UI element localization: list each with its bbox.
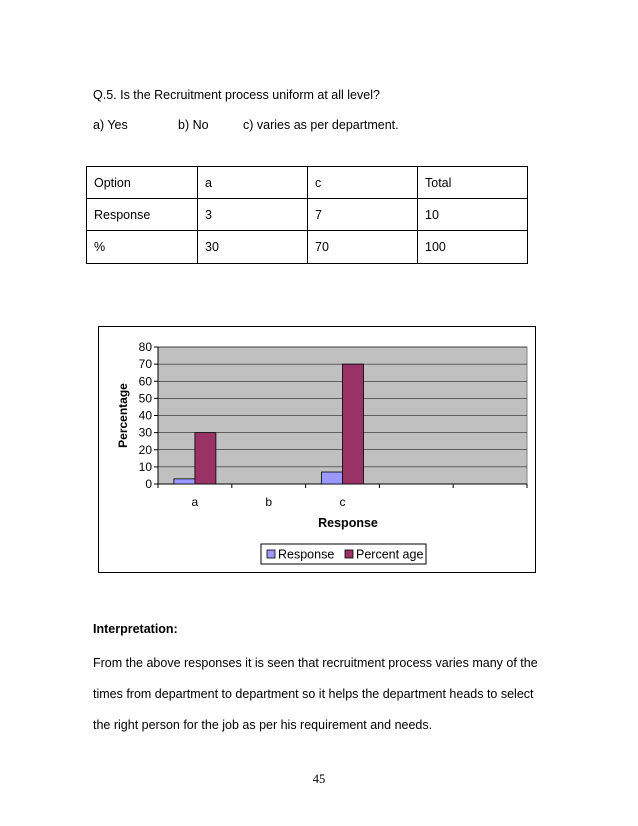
table-row	[87, 167, 528, 199]
bar-percentage	[195, 433, 216, 484]
table-cell: 100	[418, 231, 528, 264]
y-tick-label: 20	[138, 442, 152, 457]
legend-label: Response	[278, 547, 335, 562]
y-tick-label: 80	[138, 340, 152, 354]
table-cell: 3	[198, 199, 308, 231]
page-number: 45	[312, 772, 326, 786]
y-axis-title: Percentage	[116, 383, 130, 448]
option-b: b) No	[178, 118, 209, 132]
interpretation-title: Interpretation:	[93, 622, 178, 636]
bar-response	[322, 472, 343, 484]
table-cell: c	[308, 167, 418, 199]
table-cell: a	[198, 167, 308, 199]
table-cell: %	[87, 231, 198, 264]
y-tick-label: 40	[138, 408, 152, 423]
table-cell: 70	[308, 231, 418, 264]
x-tick-label: a	[191, 495, 199, 509]
table-cell: Response	[87, 199, 198, 231]
bar-percentage	[343, 364, 364, 484]
y-tick-label: 30	[138, 425, 152, 440]
option-a: a) Yes	[93, 118, 128, 132]
y-tick-label: 0	[145, 477, 152, 491]
table-row	[87, 199, 528, 231]
table-cell: 7	[308, 199, 418, 231]
x-tick-label: b	[265, 495, 273, 509]
response-table	[86, 166, 528, 264]
x-axis-title: Response	[318, 516, 378, 530]
interpretation-text: From the above responses it is seen that recruitment process varies many of the times from department to department so it helps the department heads to select the right person for the job as per his requirement and needs.	[93, 656, 538, 732]
bar-response	[174, 479, 195, 484]
y-tick-label: 60	[138, 374, 152, 389]
table-cell: 30	[198, 231, 308, 264]
option-c: c) varies as per department.	[243, 118, 399, 132]
bar-chart	[98, 326, 536, 573]
table-row	[87, 231, 528, 264]
question-text: Q.5. Is the Recruitment process uniform at all level?	[93, 88, 380, 102]
x-tick-label: c	[339, 495, 346, 509]
y-tick-label: 10	[138, 459, 152, 474]
y-tick-label: 70	[138, 357, 152, 372]
table-cell: Total	[418, 167, 528, 199]
legend-label: Percent age	[356, 547, 424, 562]
legend-swatch	[267, 550, 275, 558]
y-tick-label: 50	[138, 391, 152, 406]
table-cell: Option	[87, 167, 198, 199]
legend-swatch	[345, 550, 353, 558]
table-cell: 10	[418, 199, 528, 231]
